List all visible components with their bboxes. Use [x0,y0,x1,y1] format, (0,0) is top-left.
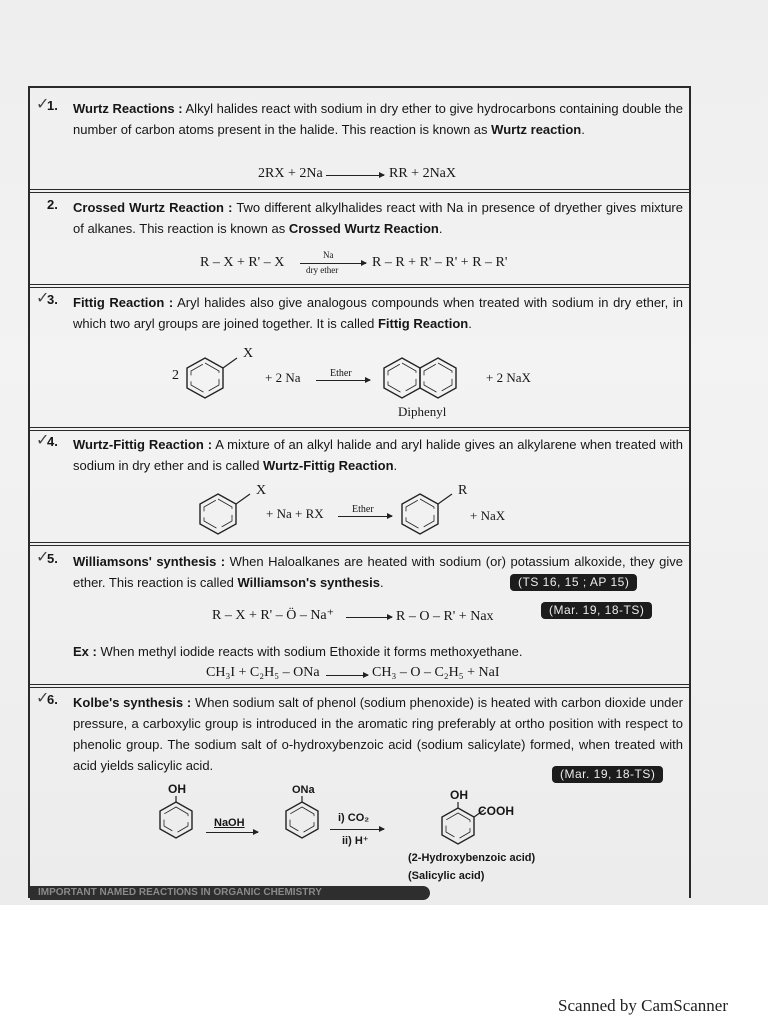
example-equation-left: CH₃I + C₂H₅ – ONa [206,665,320,680]
section-text: Crossed Wurtz Reaction : Two different alkylhalides react with Na in presence of dryether gives mixture of alkanes. This reaction is known as Crossed Wurtz Reaction. [73,200,683,236]
equation-left: 2RX + 2Na [258,166,323,181]
reaction-arrow [346,617,392,618]
section-kolbe [30,692,689,888]
check-mark-icon: ✓ [36,432,50,449]
section-wurtz [30,98,689,190]
section-divider [30,684,689,685]
reaction-arrow [326,175,384,176]
sodium-phenoxide-ring-icon [282,796,332,846]
section-number: 3. [47,292,58,307]
exam-reference-badge: (Mar. 19, 18-TS) [541,602,652,619]
coefficient: 2 [172,368,179,383]
arrow-label: Ether [330,368,352,379]
reaction-arrow [338,516,392,517]
section-number: 2. [47,197,58,212]
section-number: 1. [47,98,58,113]
scanner-watermark: Scanned by CamScanner [558,996,728,1015]
substituent-label: X [243,346,254,361]
exam-reference-badge: (TS 16, 15 ; AP 15) [510,574,637,591]
section-fittig [30,292,689,428]
hydroxyl-label: OH [168,782,186,796]
reaction-arrow [206,832,258,833]
reaction-arrow [316,380,370,381]
section-text: Williamsons' synthesis : When Haloalkanes are heated with sodium (or) potassium alkoxide, they give ether. This reaction is called Williamson's synthesis. [73,554,683,590]
reagent: + 2 Na [265,370,301,385]
reaction-arrow [300,263,366,264]
aryl-halide-ring-icon [198,488,258,538]
top-border [28,86,690,88]
section-number: 4. [47,434,58,449]
section-divider [30,189,689,190]
arrow-reagent: NaOH [214,817,245,829]
phenol-ring-icon [156,796,206,846]
check-mark-icon: ✓ [36,290,50,307]
section-divider [30,542,689,543]
equation-right: R – R + R' – R' + R – R' [372,255,508,270]
carboxyl-label: COOH [478,804,514,818]
example-text: Ex : When methyl iodide reacts with sodium Ethoxide it forms methoxyethane. [73,644,523,659]
alkylarene-ring-icon [400,488,460,538]
byproduct: + NaX [470,508,506,523]
substituent-label: X [256,483,267,498]
substituent-label: R [458,483,468,498]
hydroxyl-label: OH [450,788,468,802]
reagent: + Na + RX [266,506,324,521]
exam-reference-badge: (Mar. 19, 18-TS) [552,766,663,783]
byproduct: + 2 NaX [486,370,531,385]
section-wurtz-fittig [30,434,689,544]
product-name: Diphenyl [398,404,447,419]
section-williamson [30,551,689,683]
equation-left: R – X + R' – Ö – Na⁺ [212,608,335,623]
chapter-footer-banner: IMPORTANT NAMED REACTIONS IN ORGANIC CHEMISTRY [30,886,430,900]
right-border [689,86,691,898]
arrow-label: Ether [352,504,374,515]
check-mark-icon: ✓ [36,96,50,113]
check-mark-icon: ✓ [36,549,50,566]
section-text: Wurtz-Fittig Reaction : A mixture of an alkyl halide and aryl halide gives an alkylarene when treated with sodium in dry ether and is called Wurtz-Fittig Reaction. [73,437,683,473]
benzene-ring-icon [185,352,245,402]
product-iupac-name: (2-Hydroxybenzoic acid) [408,852,536,864]
step-one: i) CO₂ [338,812,370,824]
section-number: 5. [47,551,58,566]
reaction-arrow [330,829,384,830]
section-text: Kolbe's synthesis : When sodium salt of phenol (sodium phenoxide) is heated with carbon dioxide under pressure, a carboxylic group is introduced in the aromatic ring preferably at ortho position with respect to phenolic group. The sodium salt of o-hydroxybenzoic acid (sodium salicylate) formed, when treated with acid yields salicylic acid. [73,695,683,773]
section-divider [30,427,689,428]
example-equation-right: CH₃ – O – C₂H₅ + NaI [372,665,500,680]
section-text: Fittig Reaction : Aryl halides also give analogous compounds when treated with sodium in dry ether, in which two aryl groups are joined together. It is called Fittig Reaction. [73,295,684,331]
step-two: ii) H⁺ [342,835,369,847]
phenoxide-label: ONa [292,784,315,796]
equation-right: R – O – R' + Nax [396,609,494,624]
section-text: Wurtz Reactions : Alkyl halides react with sodium in dry ether to give hydrocarbons containing double the number of carbon atoms present in the halide. This reaction is known as Wurtz reaction. [73,101,683,137]
section-crossed-wurtz [30,197,689,287]
equation-left: R – X + R' – X [200,255,285,270]
arrow-condition: dry ether [306,265,339,275]
arrow-reagent: Na [323,250,334,260]
diphenyl-icon [382,352,472,402]
section-number: 6. [47,692,58,707]
reaction-arrow [326,675,368,676]
check-mark-icon: ✓ [36,690,50,707]
equation-right: RR + 2NaX [389,166,457,181]
product-common-name: (Salicylic acid) [408,870,485,882]
section-divider [30,284,689,285]
